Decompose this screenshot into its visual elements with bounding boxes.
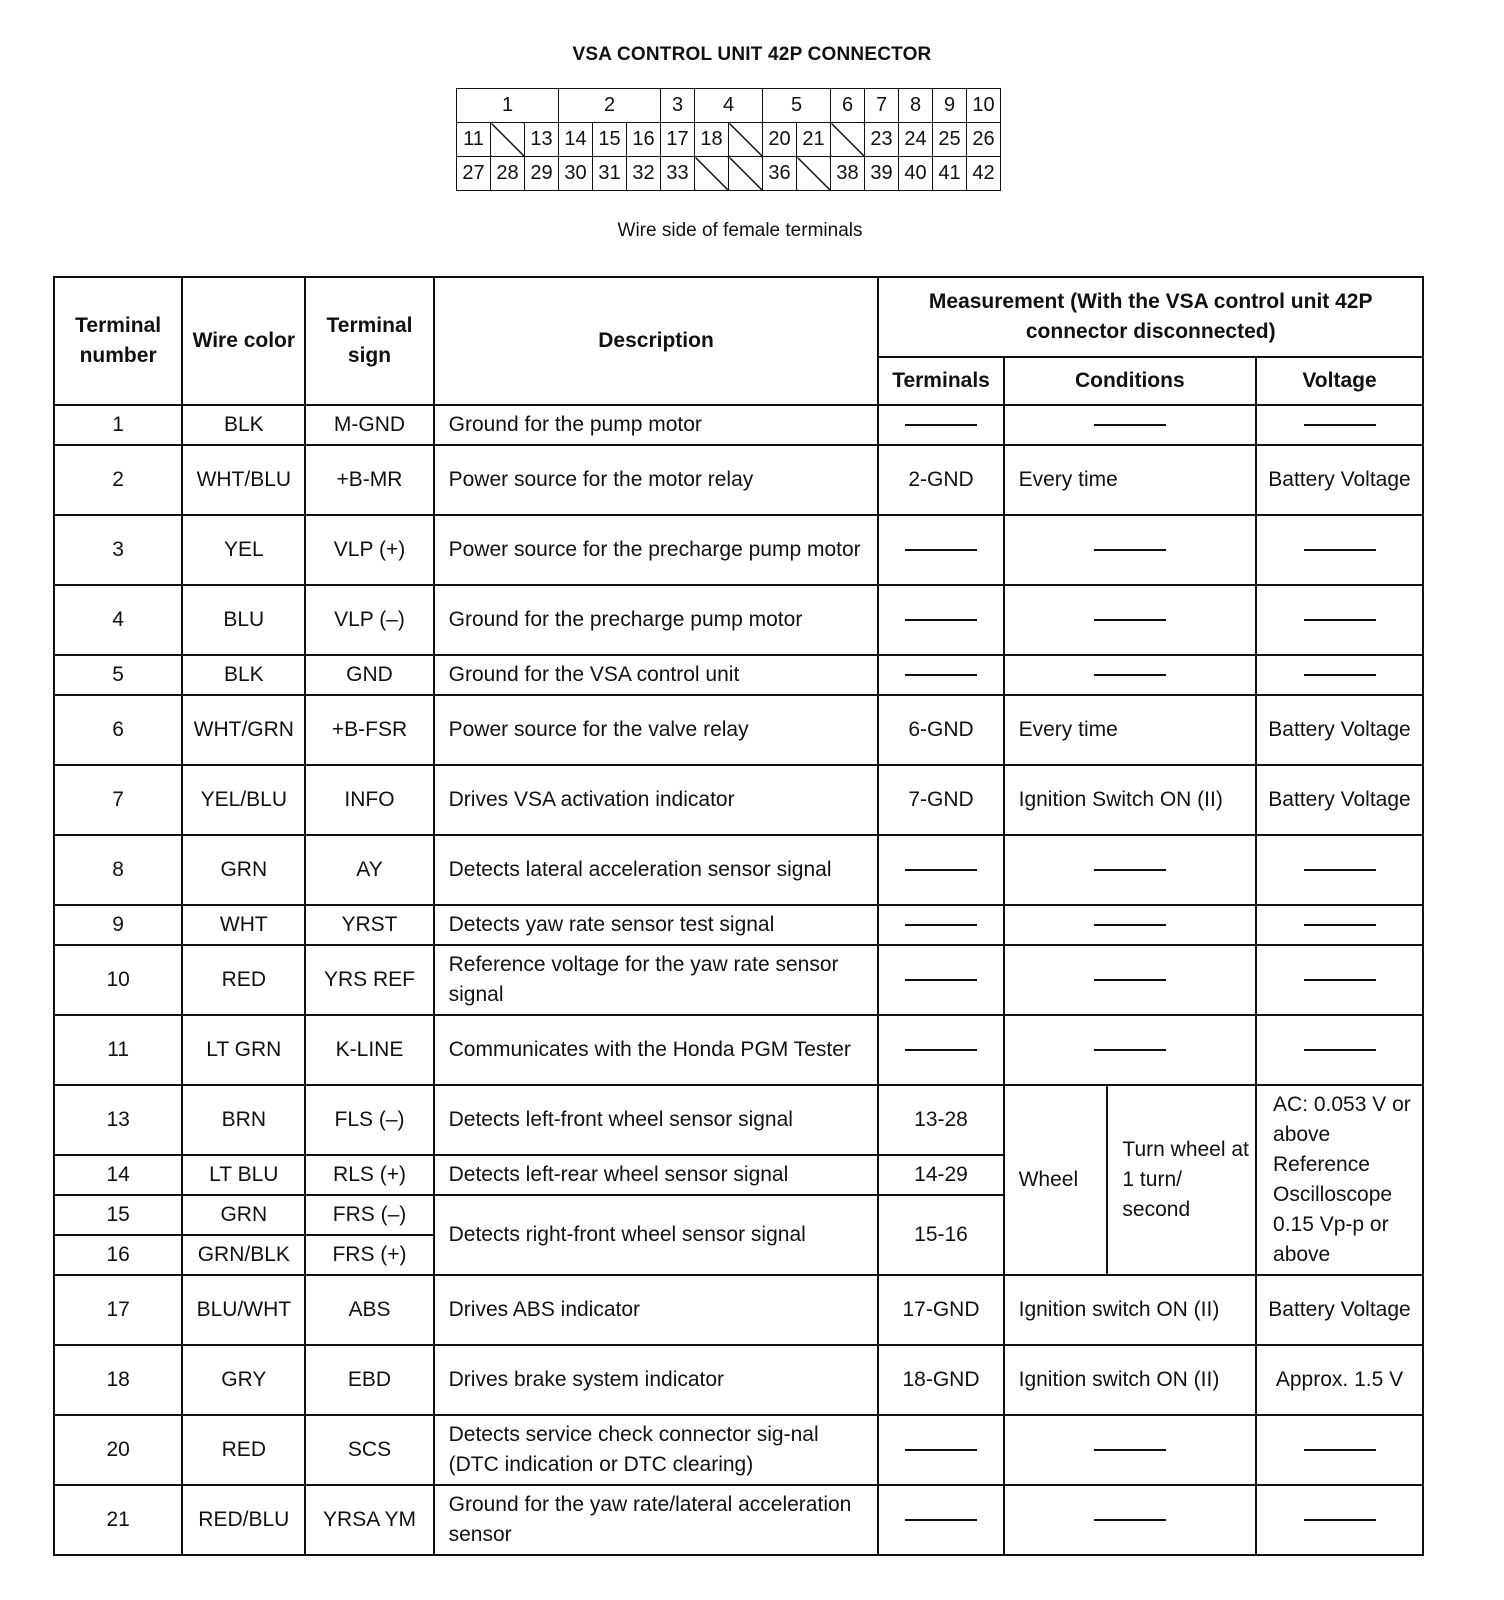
voltage-cell xyxy=(1256,515,1423,585)
header-conditions: Conditions xyxy=(1004,357,1256,405)
voltage-cell xyxy=(1256,1015,1423,1085)
table-row xyxy=(54,1275,1423,1345)
terminal-sign: EBD xyxy=(305,1345,433,1415)
terminal-number: 8 xyxy=(54,835,182,905)
connector-cell: 8 xyxy=(899,89,933,123)
terminals-cell xyxy=(878,655,1003,695)
terminals-cell xyxy=(878,1485,1003,1555)
conditions-cell: Every time xyxy=(1004,695,1256,765)
voltage-cell xyxy=(1256,835,1423,905)
voltage-cell: Battery Voltage xyxy=(1256,765,1423,835)
terminal-number: 4 xyxy=(54,585,182,655)
connector-cell: 4 xyxy=(695,89,763,123)
unused-cavity xyxy=(729,157,763,191)
terminal-sign: ABS xyxy=(305,1275,433,1345)
header-row xyxy=(54,277,1423,357)
terminal-number: 18 xyxy=(54,1345,182,1415)
terminal-number: 13 xyxy=(54,1085,182,1155)
connector-title: VSA CONTROL UNIT 42P CONNECTOR xyxy=(572,44,932,65)
wire-color: RED xyxy=(182,945,305,1015)
terminals-cell xyxy=(878,515,1003,585)
wire-color: WHT xyxy=(182,905,305,945)
terminal-sign: AY xyxy=(305,835,433,905)
table-row xyxy=(54,405,1423,445)
description: Detects left-front wheel sensor signal xyxy=(434,1085,879,1155)
terminal-number: 15 xyxy=(54,1195,182,1235)
connector-cell: 31 xyxy=(593,157,627,191)
description: Drives ABS indicator xyxy=(434,1275,879,1345)
terminal-number: 17 xyxy=(54,1275,182,1345)
connector-cell: 3 xyxy=(661,89,695,123)
terminal-sign: YRST xyxy=(305,905,433,945)
wire-color: LT BLU xyxy=(182,1155,305,1195)
voltage-cell xyxy=(1256,1485,1423,1555)
connector-cell: 24 xyxy=(899,123,933,157)
terminals-cell: 17-GND xyxy=(878,1275,1003,1345)
conditions-cell xyxy=(1004,835,1256,905)
wire-color: GRN xyxy=(182,835,305,905)
conditions-cell xyxy=(1004,1015,1256,1085)
connector-cell: 42 xyxy=(967,157,1001,191)
connector-cell: 33 xyxy=(661,157,695,191)
table-row xyxy=(54,585,1423,655)
terminal-spec-table xyxy=(53,276,1424,1556)
terminal-number: 9 xyxy=(54,905,182,945)
description: Power source for the motor relay xyxy=(434,445,879,515)
description: Detects right-front wheel sensor signal xyxy=(434,1195,879,1275)
terminal-number: 16 xyxy=(54,1235,182,1275)
wire-color: RED/BLU xyxy=(182,1485,305,1555)
description: Detects service check connector sig-nal (DTC indication or DTC clearing) xyxy=(434,1415,879,1485)
voltage-cell: Battery Voltage xyxy=(1256,695,1423,765)
connector-cell: 14 xyxy=(559,123,593,157)
terminals-cell xyxy=(878,585,1003,655)
connector-cell: 17 xyxy=(661,123,695,157)
terminals-cell: 15-16 xyxy=(878,1195,1003,1275)
terminal-sign: VLP (–) xyxy=(305,585,433,655)
header-description: Description xyxy=(434,277,879,405)
conditions-cell: Ignition Switch ON (II) xyxy=(1004,765,1256,835)
connector-cell: 41 xyxy=(933,157,967,191)
description: Ground for the pump motor xyxy=(434,405,879,445)
conditions-cell xyxy=(1004,515,1256,585)
conditions-cell xyxy=(1004,1415,1256,1485)
description: Drives VSA activation indicator xyxy=(434,765,879,835)
table-row xyxy=(54,1085,1423,1155)
conditions-turn-wheel: Turn wheel at 1 turn/ second xyxy=(1107,1085,1256,1275)
connector-caption: Wire side of female terminals xyxy=(617,220,863,241)
terminals-cell xyxy=(878,1415,1003,1485)
terminal-number: 14 xyxy=(54,1155,182,1195)
connector-cell: 29 xyxy=(525,157,559,191)
description: Ground for the precharge pump motor xyxy=(434,585,879,655)
header-measurement: Measurement (With the VSA control unit 42P connector disconnected) xyxy=(878,277,1423,357)
conditions-cell xyxy=(1004,585,1256,655)
terminal-number: 11 xyxy=(54,1015,182,1085)
terminals-cell xyxy=(878,1015,1003,1085)
terminals-cell: 2-GND xyxy=(878,445,1003,515)
table-row xyxy=(54,515,1423,585)
terminal-sign: VLP (+) xyxy=(305,515,433,585)
conditions-cell: Ignition switch ON (II) xyxy=(1004,1275,1256,1345)
connector-cell: 13 xyxy=(525,123,559,157)
connector-cell: 6 xyxy=(831,89,865,123)
header-terminal-number: Terminal number xyxy=(54,277,182,405)
connector-cell: 16 xyxy=(627,123,661,157)
terminal-sign: +B-FSR xyxy=(305,695,433,765)
terminal-number: 3 xyxy=(54,515,182,585)
terminal-sign: FLS (–) xyxy=(305,1085,433,1155)
wire-color: WHT/GRN xyxy=(182,695,305,765)
terminals-cell: 14-29 xyxy=(878,1155,1003,1195)
voltage-cell xyxy=(1256,945,1423,1015)
connector-row-1 xyxy=(457,89,1001,123)
terminals-cell xyxy=(878,945,1003,1015)
connector-cell: 26 xyxy=(967,123,1001,157)
description: Ground for the yaw rate/lateral acceleration sensor xyxy=(434,1485,879,1555)
connector-cell: 32 xyxy=(627,157,661,191)
connector-cell: 15 xyxy=(593,123,627,157)
connector-cell: 7 xyxy=(865,89,899,123)
header-terminals: Terminals xyxy=(878,357,1003,405)
terminal-sign: RLS (+) xyxy=(305,1155,433,1195)
voltage-wheel-sensor: AC: 0.053 V or above Reference Oscilloscope 0.15 Vp-p or above xyxy=(1256,1085,1423,1275)
connector-cell: 40 xyxy=(899,157,933,191)
unused-cavity xyxy=(695,157,729,191)
connector-diagram xyxy=(456,88,1001,191)
wire-color: LT GRN xyxy=(182,1015,305,1085)
table-row xyxy=(54,695,1423,765)
voltage-cell xyxy=(1256,405,1423,445)
wire-color: YEL xyxy=(182,515,305,585)
description: Power source for the valve relay xyxy=(434,695,879,765)
connector-cell: 10 xyxy=(967,89,1001,123)
table-row xyxy=(54,1345,1423,1415)
terminal-number: 21 xyxy=(54,1485,182,1555)
voltage-cell xyxy=(1256,655,1423,695)
table-row xyxy=(54,1415,1423,1485)
wire-color: BLK xyxy=(182,655,305,695)
terminals-cell xyxy=(878,835,1003,905)
voltage-cell: Battery Voltage xyxy=(1256,445,1423,515)
description: Detects yaw rate sensor test signal xyxy=(434,905,879,945)
table-row xyxy=(54,1485,1423,1555)
table-row xyxy=(54,835,1423,905)
terminal-sign: FRS (–) xyxy=(305,1195,433,1235)
terminals-cell: 7-GND xyxy=(878,765,1003,835)
conditions-cell xyxy=(1004,1485,1256,1555)
conditions-cell xyxy=(1004,905,1256,945)
table-row xyxy=(54,945,1423,1015)
wire-color: BLU/WHT xyxy=(182,1275,305,1345)
terminal-number: 5 xyxy=(54,655,182,695)
terminal-sign: GND xyxy=(305,655,433,695)
terminal-sign: K-LINE xyxy=(305,1015,433,1085)
connector-cell: 25 xyxy=(933,123,967,157)
terminal-sign: INFO xyxy=(305,765,433,835)
terminal-sign: FRS (+) xyxy=(305,1235,433,1275)
terminals-cell: 13-28 xyxy=(878,1085,1003,1155)
terminals-cell xyxy=(878,405,1003,445)
connector-row-2 xyxy=(457,123,1001,157)
conditions-cell xyxy=(1004,945,1256,1015)
connector-cell: 20 xyxy=(763,123,797,157)
table-row xyxy=(54,765,1423,835)
unused-cavity xyxy=(797,157,831,191)
description: Detects left-rear wheel sensor signal xyxy=(434,1155,879,1195)
connector-cell: 18 xyxy=(695,123,729,157)
connector-row-3 xyxy=(457,157,1001,191)
conditions-cell: Every time xyxy=(1004,445,1256,515)
terminals-cell: 6-GND xyxy=(878,695,1003,765)
table-row xyxy=(54,905,1423,945)
table-row xyxy=(54,1015,1423,1085)
description: Detects lateral acceleration sensor signal xyxy=(434,835,879,905)
voltage-cell: Approx. 1.5 V xyxy=(1256,1345,1423,1415)
conditions-cell: Ignition switch ON (II) xyxy=(1004,1345,1256,1415)
terminal-number: 2 xyxy=(54,445,182,515)
connector-cell: 5 xyxy=(763,89,831,123)
connector-cell: 23 xyxy=(865,123,899,157)
header-terminal-sign: Terminal sign xyxy=(305,277,433,405)
connector-cell: 28 xyxy=(491,157,525,191)
connector-cell: 36 xyxy=(763,157,797,191)
voltage-cell xyxy=(1256,905,1423,945)
unused-cavity xyxy=(491,123,525,157)
terminal-sign: YRSA YM xyxy=(305,1485,433,1555)
description: Power source for the precharge pump motor xyxy=(434,515,879,585)
terminals-cell xyxy=(878,905,1003,945)
wire-color: BLU xyxy=(182,585,305,655)
connector-cell: 30 xyxy=(559,157,593,191)
voltage-cell: Battery Voltage xyxy=(1256,1275,1423,1345)
description: Drives brake system indicator xyxy=(434,1345,879,1415)
connector-cell: 38 xyxy=(831,157,865,191)
description: Ground for the VSA control unit xyxy=(434,655,879,695)
wire-color: GRN xyxy=(182,1195,305,1235)
wire-color: YEL/BLU xyxy=(182,765,305,835)
header-voltage: Voltage xyxy=(1256,357,1423,405)
description: Communicates with the Honda PGM Tester xyxy=(434,1015,879,1085)
terminal-sign: SCS xyxy=(305,1415,433,1485)
wire-color: GRY xyxy=(182,1345,305,1415)
voltage-cell xyxy=(1256,1415,1423,1485)
voltage-cell xyxy=(1256,585,1423,655)
unused-cavity xyxy=(729,123,763,157)
connector-cell: 11 xyxy=(457,123,491,157)
terminal-number: 10 xyxy=(54,945,182,1015)
terminal-number: 7 xyxy=(54,765,182,835)
connector-cell: 27 xyxy=(457,157,491,191)
terminal-sign: +B-MR xyxy=(305,445,433,515)
conditions-cell xyxy=(1004,405,1256,445)
unused-cavity xyxy=(831,123,865,157)
table-row xyxy=(54,445,1423,515)
terminal-number: 20 xyxy=(54,1415,182,1485)
header-wire-color: Wire color xyxy=(182,277,305,405)
connector-cell: 1 xyxy=(457,89,559,123)
connector-cell: 9 xyxy=(933,89,967,123)
terminals-cell: 18-GND xyxy=(878,1345,1003,1415)
connector-cell: 2 xyxy=(559,89,661,123)
wire-color: BLK xyxy=(182,405,305,445)
table-row xyxy=(54,655,1423,695)
connector-cell: 39 xyxy=(865,157,899,191)
terminal-sign: YRS REF xyxy=(305,945,433,1015)
wire-color: GRN/BLK xyxy=(182,1235,305,1275)
description: Reference voltage for the yaw rate sensor signal xyxy=(434,945,879,1015)
terminal-sign: M-GND xyxy=(305,405,433,445)
conditions-cell xyxy=(1004,655,1256,695)
conditions-wheel: Wheel xyxy=(1004,1085,1108,1275)
connector-cell: 21 xyxy=(797,123,831,157)
wire-color: WHT/BLU xyxy=(182,445,305,515)
terminal-number: 1 xyxy=(54,405,182,445)
wire-color: RED xyxy=(182,1415,305,1485)
terminal-number: 6 xyxy=(54,695,182,765)
wire-color: BRN xyxy=(182,1085,305,1155)
